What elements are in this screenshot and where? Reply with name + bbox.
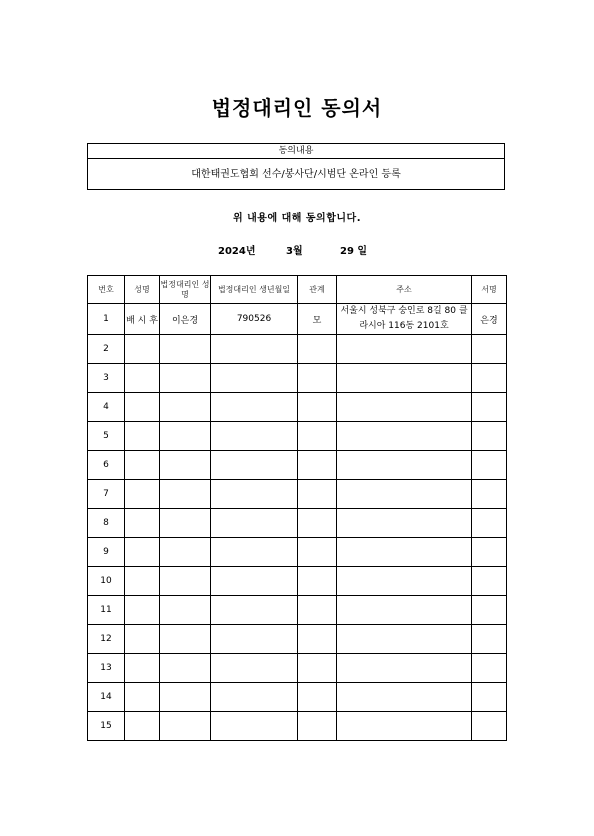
- cell-guardian-name: [160, 335, 211, 364]
- date-day: 29 일: [340, 246, 368, 257]
- cell-guardian-name: [160, 538, 211, 567]
- cell-relation: [298, 422, 337, 451]
- cell-number: 10: [88, 567, 125, 596]
- cell-signature: 은경: [472, 304, 507, 335]
- agreement-statement: 위 내용에 대해 동의합니다.: [232, 213, 361, 224]
- cell-number: 7: [88, 480, 125, 509]
- table-row: [88, 712, 507, 741]
- cell-guardian-birth: [211, 509, 298, 538]
- cell-name: [125, 567, 160, 596]
- table-row: [88, 393, 507, 422]
- cell-address: [337, 422, 472, 451]
- cell-address: [337, 683, 472, 712]
- cell-signature: [472, 451, 507, 480]
- cell-address: [337, 654, 472, 683]
- cell-name: [125, 712, 160, 741]
- cell-name: [125, 625, 160, 654]
- cell-guardian-birth: [211, 364, 298, 393]
- cell-name: [125, 509, 160, 538]
- consent-body: 대한태권도협회 선수/봉사단/시범단 온라인 등록: [191, 169, 401, 180]
- cell-number: 1: [88, 304, 125, 335]
- cell-guardian-name: [160, 364, 211, 393]
- cell-guardian-name: [160, 567, 211, 596]
- header-address: 주소: [337, 276, 472, 304]
- cell-relation: [298, 683, 337, 712]
- table-row: [88, 654, 507, 683]
- cell-signature: [472, 335, 507, 364]
- cell-address: [337, 393, 472, 422]
- cell-guardian-name: [160, 451, 211, 480]
- cell-relation: [298, 364, 337, 393]
- table-row: [88, 567, 507, 596]
- cell-guardian-birth: [211, 712, 298, 741]
- cell-guardian-name: [160, 712, 211, 741]
- cell-relation: [298, 538, 337, 567]
- cell-signature: [472, 364, 507, 393]
- cell-guardian-birth: [211, 335, 298, 364]
- cell-name: [125, 422, 160, 451]
- cell-guardian-name: [160, 625, 211, 654]
- header-relation: 관계: [298, 276, 337, 304]
- cell-relation: [298, 712, 337, 741]
- cell-guardian-name: [160, 509, 211, 538]
- consent-box: [87, 143, 505, 190]
- cell-name: [125, 596, 160, 625]
- table-row: [88, 364, 507, 393]
- header-number: 번호: [88, 276, 125, 304]
- cell-signature: [472, 712, 507, 741]
- table-row: [88, 422, 507, 451]
- cell-signature: [472, 480, 507, 509]
- cell-relation: [298, 654, 337, 683]
- table-header-row: [88, 276, 507, 304]
- cell-signature: [472, 509, 507, 538]
- table-row: [88, 538, 507, 567]
- cell-guardian-name: 이은경: [160, 304, 211, 335]
- cell-relation: [298, 480, 337, 509]
- cell-name: [125, 335, 160, 364]
- cell-relation: [298, 509, 337, 538]
- table-row: [88, 625, 507, 654]
- cell-number: 14: [88, 683, 125, 712]
- table-row: [88, 596, 507, 625]
- cell-guardian-birth: [211, 480, 298, 509]
- cell-number: 15: [88, 712, 125, 741]
- cell-address: [337, 451, 472, 480]
- cell-signature: [472, 567, 507, 596]
- consent-header: 동의내용: [88, 144, 504, 159]
- cell-number: 9: [88, 538, 125, 567]
- cell-guardian-birth: [211, 451, 298, 480]
- cell-address: [337, 364, 472, 393]
- cell-address: [337, 480, 472, 509]
- cell-name: [125, 538, 160, 567]
- cell-number: 5: [88, 422, 125, 451]
- cell-address: 서울시 성북구 숭인로 8길 80 클라시아 116동 2101호: [337, 304, 472, 335]
- cell-guardian-name: [160, 393, 211, 422]
- cell-guardian-birth: [211, 393, 298, 422]
- cell-relation: 모: [298, 304, 337, 335]
- cell-guardian-name: [160, 683, 211, 712]
- cell-guardian-birth: [211, 625, 298, 654]
- cell-guardian-birth: 790526: [211, 304, 298, 335]
- guardian-table: [87, 275, 507, 741]
- cell-name: [125, 654, 160, 683]
- cell-address: [337, 596, 472, 625]
- cell-guardian-birth: [211, 596, 298, 625]
- table-row: [88, 451, 507, 480]
- header-name: 성명: [125, 276, 160, 304]
- cell-address: [337, 509, 472, 538]
- cell-guardian-birth: [211, 567, 298, 596]
- cell-guardian-birth: [211, 538, 298, 567]
- cell-name: [125, 364, 160, 393]
- cell-relation: [298, 567, 337, 596]
- cell-guardian-birth: [211, 654, 298, 683]
- cell-number: 2: [88, 335, 125, 364]
- cell-signature: [472, 422, 507, 451]
- cell-signature: [472, 625, 507, 654]
- cell-relation: [298, 625, 337, 654]
- cell-relation: [298, 596, 337, 625]
- header-signature: 서명: [472, 276, 507, 304]
- cell-address: [337, 335, 472, 364]
- cell-name: [125, 480, 160, 509]
- cell-number: 8: [88, 509, 125, 538]
- date-month: 3월: [286, 246, 303, 257]
- cell-signature: [472, 654, 507, 683]
- table-row: [88, 683, 507, 712]
- cell-guardian-name: [160, 480, 211, 509]
- cell-number: 11: [88, 596, 125, 625]
- cell-relation: [298, 335, 337, 364]
- cell-name: [125, 451, 160, 480]
- cell-number: 3: [88, 364, 125, 393]
- cell-guardian-birth: [211, 422, 298, 451]
- cell-signature: [472, 538, 507, 567]
- table-row: [88, 480, 507, 509]
- cell-address: [337, 625, 472, 654]
- cell-signature: [472, 596, 507, 625]
- page-title: 법정대리인 동의서: [211, 96, 383, 120]
- table-row: [88, 509, 507, 538]
- cell-relation: [298, 393, 337, 422]
- table-row: [88, 304, 507, 335]
- cell-address: [337, 538, 472, 567]
- cell-number: 12: [88, 625, 125, 654]
- cell-guardian-name: [160, 422, 211, 451]
- header-guardian-name: 법정대리인 성명: [160, 276, 211, 304]
- cell-address: [337, 567, 472, 596]
- cell-number: 13: [88, 654, 125, 683]
- cell-number: 6: [88, 451, 125, 480]
- cell-relation: [298, 451, 337, 480]
- cell-guardian-birth: [211, 683, 298, 712]
- cell-signature: [472, 683, 507, 712]
- header-guardian-birth: 법정대리인 생년월일: [211, 276, 298, 304]
- cell-guardian-name: [160, 596, 211, 625]
- cell-name: [125, 683, 160, 712]
- cell-address: [337, 712, 472, 741]
- cell-guardian-name: [160, 654, 211, 683]
- cell-name: 배 시 후: [125, 304, 160, 335]
- cell-name: [125, 393, 160, 422]
- cell-number: 4: [88, 393, 125, 422]
- cell-signature: [472, 393, 507, 422]
- table-row: [88, 335, 507, 364]
- date-year: 2024년: [218, 246, 256, 257]
